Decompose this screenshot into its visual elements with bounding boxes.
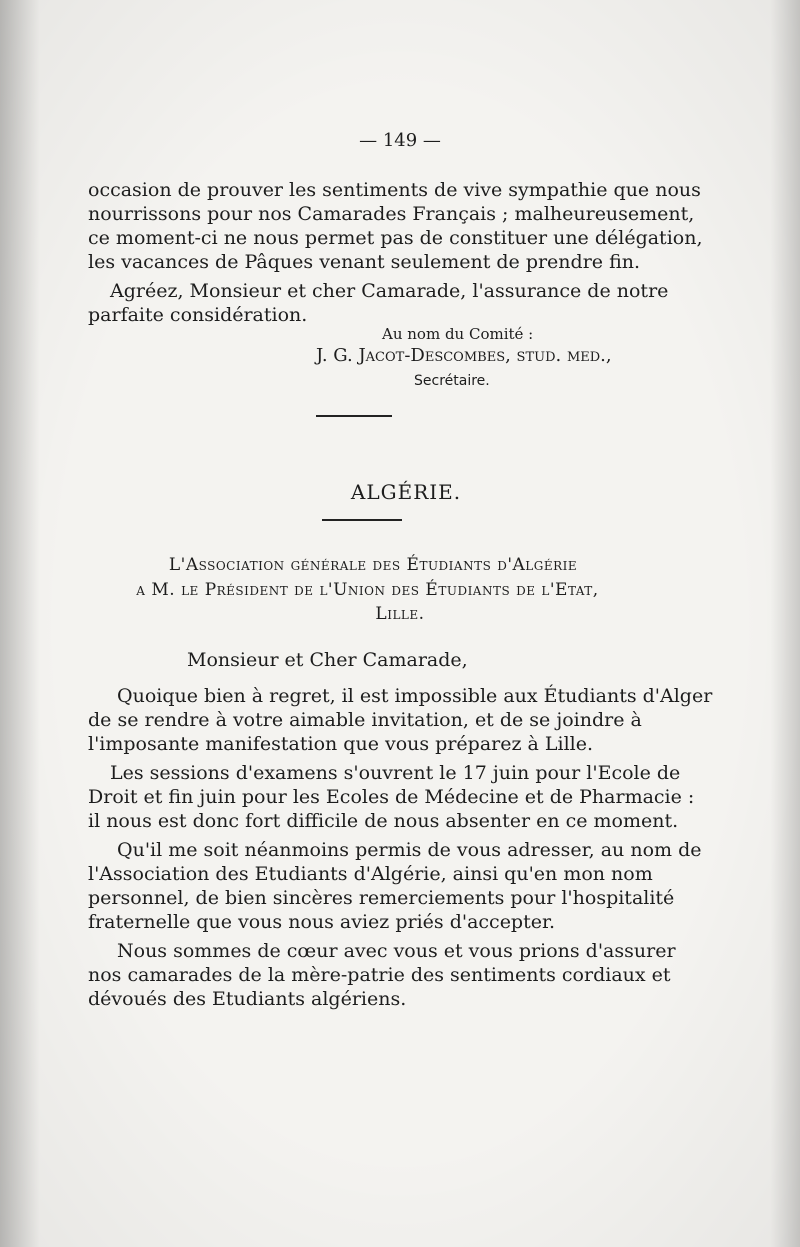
paragraph-2-line-1: Les sessions d'examens s'ouvrent le 17 juin pour l'Ecole de — [110, 762, 681, 784]
paragraph-4-line-1: Nous sommes de cœur avec vous et vous prions d'assurer — [117, 940, 676, 962]
page-edge-shadow-right — [770, 0, 800, 1247]
prior-letter-line-1: occasion de prouver les sentiments de vive sympathie que nous — [88, 179, 701, 201]
paragraph-2-line-2: Droit et fin juin pour les Ecoles de Médecine et de Pharmacie : — [88, 786, 695, 808]
prior-letter-line-2: nourrissons pour nos Camarades Français ; malheureusement, — [88, 203, 695, 225]
signature-intro: Au nom du Comité : — [382, 325, 534, 343]
paragraph-4-line-2: nos camarades de la mère-patrie des sentiments cordiaux et — [88, 964, 671, 986]
letter-salutation: Monsieur et Cher Camarade, — [187, 649, 468, 671]
letter-header-line-2: a M. le Président de l'Union des Étudiants de l'Etat, — [136, 580, 599, 600]
prior-letter-line-3: ce moment-ci ne nous permet pas de constituer une délégation, — [88, 227, 703, 249]
prior-letter-line-4: les vacances de Pâques venant seulement de prendre fin. — [88, 251, 641, 273]
section-title: ALGÉRIE. — [350, 480, 462, 504]
paragraph-3-line-1: Qu'il me soit néanmoins permis de vous adresser, au nom de — [117, 839, 702, 861]
signature-name: J. G. Jacot-Descombes, stud. med., — [316, 345, 612, 366]
paragraph-1-line-2: de se rendre à votre aimable invitation, et de se joindre à — [88, 709, 642, 731]
letter-header-line-3: Lille. — [375, 604, 425, 624]
paragraph-1-line-1: Quoique bien à regret, il est impossible aux Étudiants d'Alger — [117, 685, 713, 707]
paragraph-1-line-3: l'imposante manifestation que vous préparez à Lille. — [88, 733, 594, 755]
prior-letter-closing-line-1: Agréez, Monsieur et cher Camarade, l'assurance de notre — [110, 280, 669, 302]
section-title-underline — [322, 519, 402, 521]
separator-rule — [316, 415, 392, 417]
page-number: — 149 — — [359, 130, 441, 151]
paragraph-3-line-4: fraternelle que vous nous aviez priés d'accepter. — [88, 911, 556, 933]
signature-title: Secrétaire. — [414, 373, 490, 389]
letter-header-line-1: L'Association générale des Étudiants d'Algérie — [168, 555, 578, 575]
paragraph-2-line-3: il nous est donc fort difficile de nous absenter en ce moment. — [88, 810, 679, 832]
prior-letter-closing-line-2: parfaite considération. — [88, 304, 308, 326]
paragraph-3-line-2: l'Association des Etudiants d'Algérie, ainsi qu'en mon nom — [88, 863, 653, 885]
paragraph-3-line-3: personnel, de bien sincères remerciements pour l'hospitalité — [88, 887, 675, 909]
paragraph-4-line-3: dévoués des Etudiants algériens. — [88, 988, 407, 1010]
page-edge-shadow-left — [0, 0, 40, 1247]
